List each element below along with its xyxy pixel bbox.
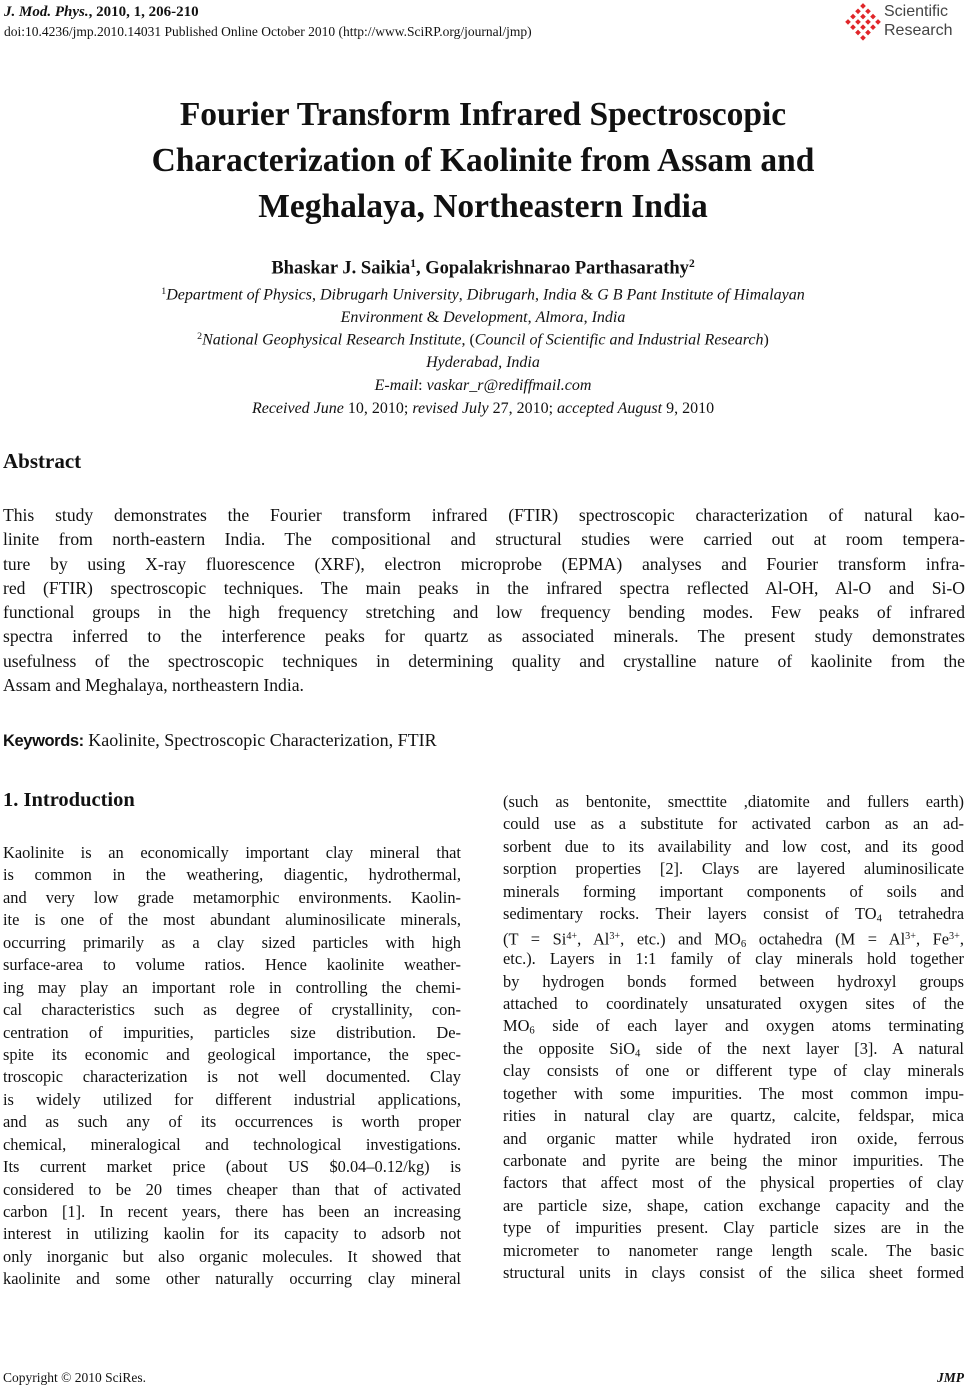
abstract-line: Assam and Meghalaya, northeastern India.: [3, 675, 304, 696]
affiliation-institute-cont2: Development: [443, 309, 528, 326]
abstract-line: usefulness of the spectroscopic techniques in determining quality and crystalline nature of kaolinite from the: [3, 650, 965, 671]
body-line: sorption properties [2]. Clays are layered aluminosilicate: [503, 859, 964, 879]
title-line-1: Fourier Transform Infrared Spectroscopic: [179, 96, 787, 133]
body-line: structural units in clays consist of the silica sheet formed: [503, 1263, 964, 1283]
affiliation-institute: G B Pant Institute of Himalayan: [597, 286, 805, 304]
author-list: [0, 258, 966, 279]
abstract-line: red (FTIR) spectroscopic techniques. The main peaks in the infrared spectra reflected Al-OH, Al-O and Si-O: [3, 577, 965, 598]
body-line: centration of impurities, particles size distribution. De-: [3, 1022, 461, 1042]
body-line: Kaolinite is an economically important clay mineral that: [3, 843, 461, 862]
logo-text-line1: Scientific: [884, 3, 949, 20]
body-line: micrometer to nanometer range length scale. The basic: [503, 1240, 964, 1260]
body-line: (such as bentonite, smecttite ,diatomite and fullers earth): [503, 792, 964, 811]
email-address[interactable]: vaskar_r@rediffmail.com: [426, 377, 592, 394]
body-line: factors that affect most of the physical properties of clay: [503, 1173, 964, 1193]
revised-label: revised July: [412, 400, 489, 417]
left-column: [3, 842, 461, 1291]
affiliation-1-line-2: Environment & Development, Almora, India: [340, 309, 626, 326]
body-line: and organic matter while hydrated iron oxide, ferrous: [503, 1128, 964, 1148]
title-line-3: Meghalaya, Northeastern India: [258, 188, 708, 225]
body-line: carbonate and pyrite are being the minor impurities. The: [503, 1151, 964, 1170]
logo-text: [884, 2, 952, 40]
abstract-line: spectra inferred to the interference peaks for quartz as associated minerals. The present study demonstrates: [3, 626, 965, 647]
body-line: surface-area to volume ratios. Hence kaolinite weather-: [3, 955, 461, 975]
publisher-logo: [844, 2, 966, 42]
journal-name: J. Mod. Phys.: [4, 4, 89, 20]
body-line: is common in the weathering, diagentic, hydrothermal,: [3, 865, 461, 885]
affiliation-2-line-1: $^2$National Geophysical Research Institute, (Council of Scientific and Industrial Research): [197, 331, 769, 349]
abstract-line: functional groups in the high frequency stretching and low frequency bending modes. Few peaks of infrared: [3, 602, 965, 623]
logo-square: [865, 30, 871, 36]
body-line: considered to be 20 times cheaper than that of activated: [3, 1179, 461, 1199]
affiliation-country: India: [542, 286, 577, 304]
email-label: E-mail: [374, 377, 419, 394]
abstract-line: This study demonstrates the Fourier transform infrared (FTIR) spectroscopic characterization of natural kao-: [3, 505, 965, 525]
body-line: troscopic characterization is not well documented. Clay: [3, 1067, 461, 1087]
abstract-line: linite from north-eastern India. The compositional and structural studies were carried out at room tempera-: [3, 529, 965, 550]
logo-square: [850, 14, 856, 20]
body-line: $MO_6$ side of each layer and oxygen atoms terminating: [503, 1016, 964, 1038]
body-line: sedimentary rocks. Their layers consist of $TO_4$ tetrahedra: [503, 904, 964, 925]
affiliation-university: Dibrugarh University: [319, 286, 459, 304]
affiliation-2-council: Council of Scientific and Industrial Research: [474, 331, 764, 349]
author-2-affil-mark: 2: [688, 258, 695, 270]
logo-square: [855, 19, 861, 25]
body-line: type of impurities present. Clay particle sizes are in the: [503, 1218, 964, 1238]
body-line: attached to coordinately unsaturated oxygen sites of the: [503, 993, 964, 1013]
body-line: etc.). Layers in 1:1 family of clay minerals hold together: [503, 949, 964, 969]
logo-square: [865, 19, 871, 25]
affiliation-city: Dibrugarh: [466, 286, 535, 304]
author-1: Bhaskar J. Saikia: [271, 258, 411, 279]
scirp-logo-icon: [844, 2, 882, 42]
abstract-body: [3, 503, 965, 697]
body-line: minerals forming important components of soils and: [503, 881, 964, 901]
section-heading: 1. Introduction: [3, 789, 135, 811]
affiliation-institute-cont: Environment: [340, 309, 423, 326]
body-line: and very low grade metamorphic environments. Kaolin-: [3, 887, 461, 907]
body-line: sorbent due to its availability and low cost, and its good: [503, 836, 964, 856]
body-line: interest in utilizing kaolin for its capacity to adsorb not: [3, 1224, 461, 1244]
logo-square: [870, 24, 876, 30]
body-line: and as such any of its occurrences is worth proper: [3, 1112, 461, 1132]
body-line: could use as a substitute for activated carbon as an ad-: [503, 814, 964, 834]
body-line: ite is one of the most abundant aluminosilicate minerals,: [3, 910, 461, 930]
body-line: only inorganic but also organic molecules. It showed that: [3, 1246, 461, 1266]
body-line: is widely utilized for different industrial applications,: [3, 1089, 461, 1109]
revised-date: 27, 2010;: [488, 400, 558, 417]
footer-journal: JMP: [937, 1370, 964, 1385]
logo-text-line2: Research: [884, 22, 953, 39]
dates-line: [0, 400, 966, 418]
body-line: carbon [1]. In recent years, there has been an increasing: [3, 1202, 461, 1221]
received-label: Received June: [251, 400, 344, 417]
affiliation-country-2: India: [591, 309, 626, 326]
logo-square: [845, 19, 851, 25]
email-line: E-mail: vaskar_r@rediffmail.com: [374, 377, 592, 394]
keywords-label: Keywords:: [3, 732, 84, 750]
affiliation-1-mark: 1: [161, 286, 167, 297]
body-line: ($T = Si^{4+}$, $Al^{3+}$, etc.) and $MO_6$ octahedra ($M = Al^{3+}$, $Fe^{3+}$,: [503, 929, 964, 950]
body-line: chemical, mineralogical and technological investigations.: [3, 1134, 461, 1154]
footer-copyright: Copyright © 2010 SciRes.: [3, 1370, 147, 1385]
author-separator: ,: [416, 258, 426, 279]
logo-square: [875, 19, 881, 25]
body-line: occurring primarily as a clay sized particles with high: [3, 932, 461, 952]
body-line: clay consists of one or different type of clay minerals: [503, 1061, 964, 1081]
body-line: are particle size, shape, cation exchange capacity and the: [503, 1195, 964, 1215]
body-line: spite its economic and geological importance, the spec-: [3, 1044, 461, 1064]
logo-square: [855, 8, 861, 14]
abstract-line: ture by using X-ray fluorescence (XRF), electron microprobe (EPMA) analyses and Fourier transform infra-: [3, 553, 965, 574]
title-line-2: Characterization of Kaolinite from Assam and: [151, 142, 815, 179]
author-1-affil-mark: 1: [410, 258, 417, 270]
logo-square: [870, 14, 876, 20]
affiliation-2-institute: National Geophysical Research Institute: [202, 331, 462, 349]
affiliation-city-2: Almora: [535, 309, 584, 326]
abstract-heading: Abstract: [3, 449, 82, 473]
volume-pages: , 2010, 1, 206-210: [88, 4, 199, 20]
logo-square: [865, 8, 871, 14]
keywords-text: Kaolinite, Spectroscopic Characterization, FTIR: [88, 730, 437, 750]
body-line: cal characteristics such as degree of crystallinity, con-: [3, 1000, 461, 1020]
logo-square: [860, 24, 866, 30]
body-line: kaolinite and some other naturally occurring clay mineral: [3, 1269, 461, 1289]
affiliation-dept: Department of Physics: [166, 286, 312, 304]
accepted-date: 9, 2010: [662, 400, 715, 417]
accepted-label: accepted August: [557, 400, 663, 417]
keywords: [3, 730, 437, 751]
body-line: rities in natural clay are quartz, calcite, feldspar, mica: [503, 1106, 964, 1126]
body-line: Its current market price (about US $0.04–0.12/kg) is: [3, 1157, 461, 1177]
affiliation-2-mark: 2: [197, 331, 203, 342]
body-line: the opposite SiO$_4$ side of the next layer [3]. A natural: [503, 1038, 964, 1060]
affiliation-2-line-2: Hyderabad, India: [426, 354, 540, 371]
doi-line: doi:10.4236/jmp.2010.14031 Published Online October 2010 (http://www.SciRP.org/journal/jmp): [4, 24, 532, 39]
logo-square: [860, 3, 866, 9]
affiliation-1-line-1: $^1$Department of Physics, Dibrugarh University, Dibrugarh, India & G B Pant Institute of Himalayan: [161, 286, 805, 304]
logo-square: [855, 30, 861, 36]
body-line: by hydrogen bonds formed between hydroxyl groups: [503, 971, 964, 991]
logo-square: [860, 14, 866, 20]
logo-square: [860, 35, 866, 41]
author-2: Gopalakrishnarao Parthasarathy: [425, 258, 689, 279]
body-line: together with some impurities. The most common impu-: [503, 1083, 964, 1103]
received-date: 10, 2010;: [343, 400, 413, 417]
logo-square: [850, 24, 856, 30]
paper-title: [0, 92, 966, 230]
right-column: [503, 791, 964, 1285]
body-line: ing may play an important role in controlling the chemi-: [3, 977, 461, 997]
journal-citation: [4, 4, 199, 21]
